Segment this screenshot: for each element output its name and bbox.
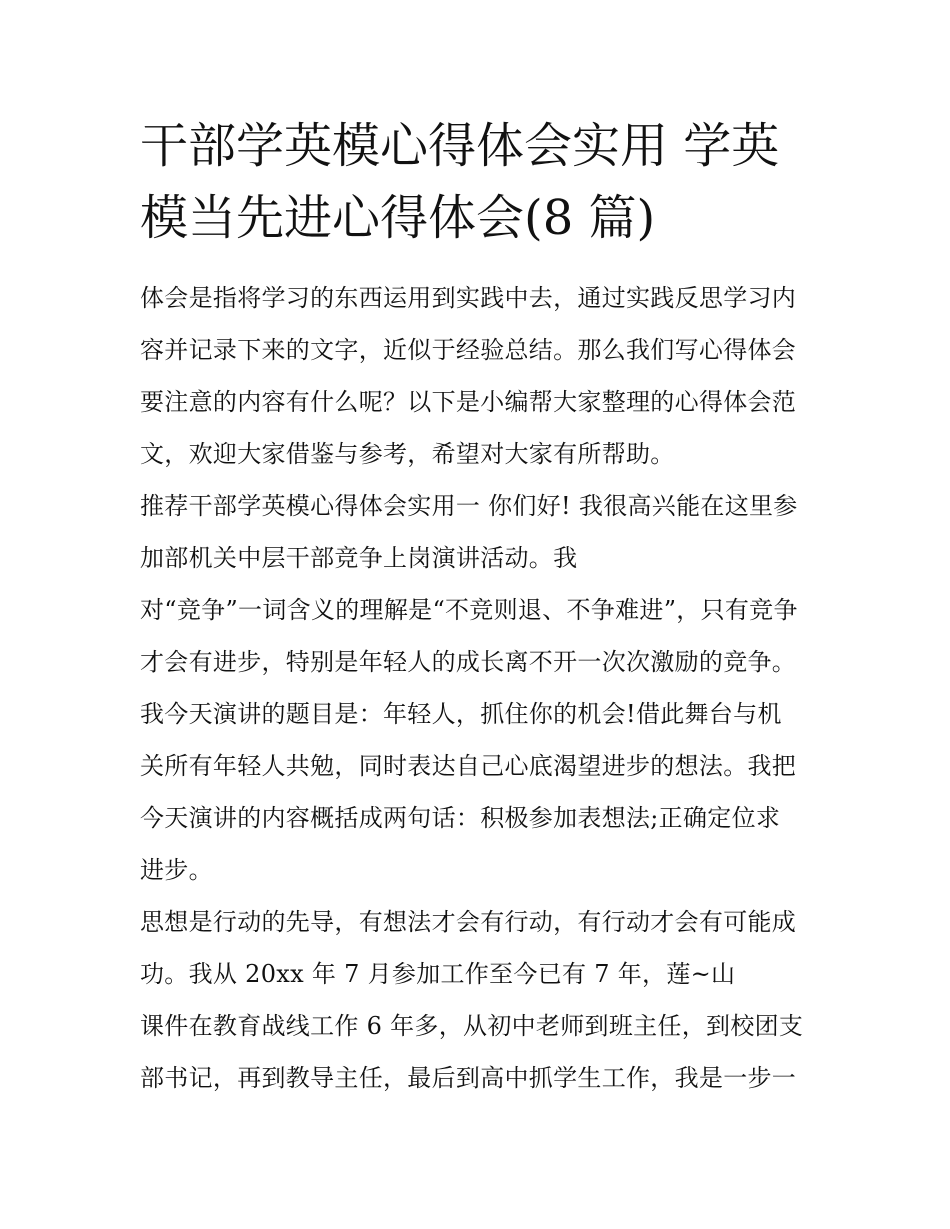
text-line: 功。我从 20xx 年 7 月参加工作至今已有 7 年，莲~山: [140, 960, 736, 988]
text-line: 课件在教育战线工作 6 年多，从初中老师到班主任，到校团支: [140, 1012, 804, 1040]
text-line: 今天演讲的内容概括成两句话：积极参加表想法;正确定位求: [140, 804, 781, 832]
document-page: [140, 110, 812, 1104]
document-title: [140, 110, 812, 254]
title-line: 干部学英模心得体会实用 学英: [140, 118, 780, 174]
text-line: 文，欢迎大家借鉴与参考，希望对大家有所帮助。: [140, 440, 675, 468]
text-line: 部书记，再到教导主任，最后到高中抓学生工作，我是一步一: [140, 1064, 797, 1092]
text-line: 思想是行动的先导，有想法才会有行动，有行动才会有可能成: [140, 908, 797, 936]
text-line: 我今天演讲的题目是：年轻人，抓住你的机会!借此舞台与机: [140, 700, 782, 728]
text-line: 进步。: [140, 856, 213, 884]
text-line: 推荐干部学英模心得体会实用一 你们好! 我很高兴能在这里参: [140, 492, 798, 520]
body-paragraph: [140, 480, 812, 584]
text-line: 关所有年轻人共勉，同时表达自己心底渴望进步的想法。我把: [140, 752, 797, 780]
text-line: 对“竞争”一词含义的理解是“不竞则退、不争难进”，只有竞争: [140, 596, 798, 624]
text-line: 才会有进步，特别是年轻人的成长离不开一次次激励的竞争。: [140, 648, 797, 676]
text-line: 加部机关中层干部竞争上岗演讲活动。我: [140, 544, 578, 572]
text-line: 要注意的内容有什么呢？以下是小编帮大家整理的心得体会范: [140, 388, 797, 416]
body-paragraph: [140, 584, 812, 896]
intro-paragraph: [140, 272, 812, 480]
body-paragraph: [140, 1000, 812, 1104]
title-line: 模当先进心得体会(8 篇): [140, 190, 656, 246]
text-line: 体会是指将学习的东西运用到实践中去，通过实践反思学习内: [140, 284, 797, 312]
body-paragraph: [140, 896, 812, 1000]
text-line: 容并记录下来的文字，近似于经验总结。那么我们写心得体会: [140, 336, 797, 364]
